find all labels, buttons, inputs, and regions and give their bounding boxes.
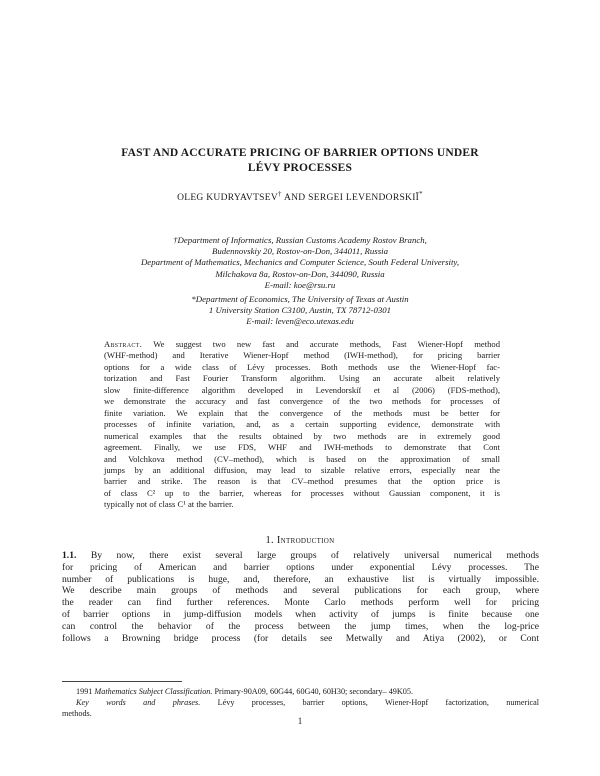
abstract-line: (WHF-method) and Iterative Wiener-Hopf method (IWH-method), for pricing barrier: [104, 350, 500, 361]
abstract-line: agreement. Finally, we use FDS, WHF and IWH-methods to demonstrate that Cont: [104, 442, 500, 453]
title-line-2: LÉVY PROCESSES: [247, 162, 353, 174]
author-joiner: AND: [281, 193, 309, 204]
author-2-mark: *: [419, 190, 423, 198]
footnote-year: 1991: [76, 687, 93, 696]
author-2: SERGEI LEVENDORSKIĬ: [308, 193, 420, 204]
affiliation-1-line: Budennovskiy 20, Rostov-on-Don, 344011, Russia: [212, 246, 388, 257]
abstract: [104, 339, 500, 511]
affiliation-1-line: Milchakova 8a, Rostov-on-Don, 344090, Russia: [215, 268, 385, 279]
introduction-body: [62, 550, 539, 644]
body-line: We describe main groups of methods and several publications for each group, where: [62, 585, 539, 597]
body-line: the reader can find further references. Monte Carlo methods perform well for pricing: [62, 597, 539, 609]
affiliation-1-line: †Department of Informatics, Russian Customs Academy Rostov Branch,: [173, 235, 427, 245]
body-line: follows a Browning bridge process (for details see Metwally and Atiya (2002), or Cont: [62, 632, 539, 644]
footnote-msc: [62, 686, 539, 697]
footnote-keywords-text: Lévy processes, barrier options, Wiener-Hopf factorization, numerical: [217, 698, 540, 707]
paper-title: [70, 146, 530, 176]
abstract-line: options for a wide class of Lévy processes. Both methods use the Wiener-Hopf fac-: [104, 361, 500, 372]
body-line: for pricing of American and barrier options under exponential Lévy processes. The: [62, 561, 539, 573]
abstract-text: We suggest two new fast and accurate methods, Fast Wiener-Hopf method: [153, 339, 501, 349]
affiliation-1: [60, 235, 540, 291]
author-1-mark: †: [278, 190, 282, 198]
affiliation-2-line: *Department of Economics, The University of Texas at Austin: [191, 294, 409, 304]
affiliation-2-line: 1 University Station C3100, Austin, TX 78712-0301: [208, 305, 392, 316]
abstract-line: slow finite-difference algorithm developed in Levendorskiĭ et al (2006) (FDS-method),: [104, 384, 500, 395]
footnote-keywords-cont: methods.: [62, 709, 92, 718]
affiliation-2: [60, 294, 540, 328]
affiliation-1-line: Department of Mathematics, Mechanics and Computer Science, South Federal University,: [140, 257, 460, 268]
abstract-line: numerical examples that the results obtained by two methods are in extremely good: [104, 430, 500, 441]
affiliation-1-email: E-mail: koe@rsu.ru: [264, 279, 336, 290]
affiliation-2-email: E-mail: leven@eco.utexas.edu: [246, 316, 354, 327]
footnote-keywords: [62, 697, 539, 708]
abstract-label: Abstract.: [104, 339, 143, 349]
author-1: OLEG KUDRYAVTSEV: [177, 193, 279, 204]
abstract-line: typically not of class C¹ at the barrier.: [104, 499, 234, 510]
body-line: of barrier options in jump-diffusion models when activity of jumps is finite because one: [62, 608, 539, 620]
abstract-line: of class C² up to the barrier, whereas for processes without Gaussian component, it is: [104, 487, 500, 498]
body-line: number of publications is huge, and, therefore, an exhaustive list is virtually impossible.: [62, 573, 539, 585]
footnote-rule: [62, 681, 182, 682]
abstract-line: jumps by an additional diffusion, may lead to sizable relative errors, especially near the: [104, 464, 500, 475]
footnote-msc-label: Mathematics Subject Classification.: [94, 687, 213, 696]
abstract-line: and Volchkova method (CV–method), which is based on the approximation of small: [104, 453, 500, 464]
footnote-msc-text: Primary-90A09, 60G44, 60G40, 60H30; secondary– 49K05.: [214, 687, 414, 696]
abstract-line: [104, 339, 500, 350]
body-line: [62, 550, 539, 562]
abstract-line: finite variation. We explain that the convergence of the methods must be better for: [104, 407, 500, 418]
page-number: 1: [297, 716, 303, 726]
section-heading-introduction: 1. Introduction: [265, 535, 335, 546]
body-text: By now, there exist several large groups of relatively universal numerical methods: [90, 550, 540, 561]
body-line: can control the behavior of the process between the jump times, when the log-price: [62, 620, 539, 632]
abstract-line: processes of infinite variation, and, as a certain supporting evidence, demonstrate with: [104, 419, 500, 430]
abstract-line: barrier and strike. The reason is that CV–method presumes that the option price is: [104, 476, 500, 487]
footnote-keywords-label: Key words and phrases.: [76, 698, 201, 707]
paragraph-number: 1.1.: [62, 550, 77, 561]
author-list: [60, 190, 540, 203]
abstract-line: torization and Fast Fourier Transform algorithm. Using an accurate albeit relatively: [104, 373, 500, 384]
footnotes: [62, 686, 539, 719]
title-line-1: FAST AND ACCURATE PRICING OF BARRIER OPTIONS UNDER: [121, 147, 479, 159]
abstract-line: we demonstrate the accuracy and fast convergence of the two methods for processes of: [104, 396, 500, 407]
